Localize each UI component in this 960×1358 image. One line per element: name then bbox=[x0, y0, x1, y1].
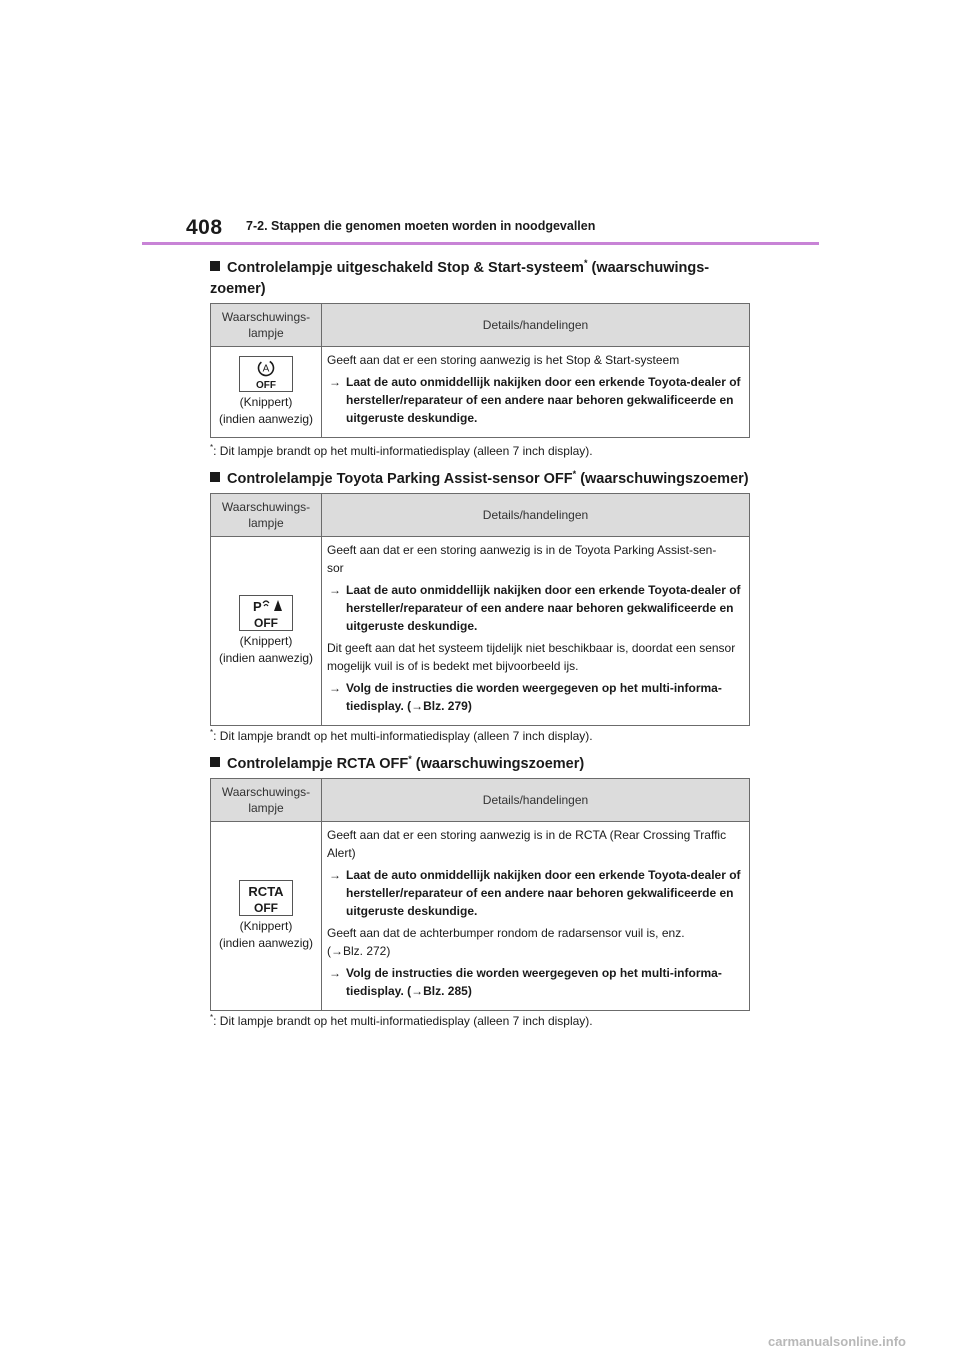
svg-text:A: A bbox=[262, 363, 270, 375]
header-rule bbox=[142, 242, 819, 245]
details-cell: Geeft aan dat er een storing aanwezig is in de Toyota Parking Assist-sen- sor → Laat de auto onmiddellijk nakijken door een erkende Toyota-dealer of hersteller/reparateur of een andere naar behoren gekwalificeerde en uitgeruste deskundige. Dit geeft aan dat het systeem tijdelijk niet beschikbaar is, doordat een sensor mogelijk vuil is of is bedekt met bijvoorbeeld ijs. → Volg de instructies die worden weergegeven op het multi-informa- tiedisplay. (→Blz. 279) bbox=[322, 537, 750, 726]
section-heading-stop-start: Controlelampje uitgeschakeld Stop & Start-systeem* (waarschuwings- zoemer) bbox=[210, 258, 710, 297]
svg-text:OFF: OFF bbox=[256, 380, 276, 391]
column-header-lamp: Waarschuwings- lampje bbox=[211, 494, 322, 537]
column-header-details: Details/handelingen bbox=[322, 494, 750, 537]
parking-assist-off-icon bbox=[239, 595, 293, 631]
action-item: → Volg de instructies die worden weergegeven op het multi-informa- tiedisplay. (→Blz. 279) bbox=[329, 681, 722, 713]
lamp-cell: P OFF (Knippert) (indien aanwezig) bbox=[211, 537, 322, 726]
warning-table-stop-start bbox=[210, 303, 750, 438]
svg-text:OFF: OFF bbox=[254, 901, 278, 915]
arrow-right-icon: → bbox=[329, 375, 341, 389]
svg-text:P: P bbox=[253, 599, 262, 614]
action-item: → Volg de instructies die worden weergegeven op het multi-informa- tiedisplay. (→Blz. 285) bbox=[329, 966, 722, 998]
lamp-cell: RCTA OFF (Knippert) (indien aanwezig) bbox=[211, 822, 322, 1011]
svg-text:RCTA: RCTA bbox=[248, 884, 284, 899]
section-heading-rcta: Controlelampje RCTA OFF* (waarschuwingszoemer) bbox=[210, 749, 750, 775]
warning-table-rcta bbox=[210, 778, 750, 1011]
column-header-details: Details/handelingen bbox=[322, 304, 750, 347]
footnote: *: Dit lampje brandt op het multi-informatiedisplay (alleen 7 inch display). bbox=[210, 1013, 593, 1028]
arrow-right-icon: → bbox=[329, 868, 341, 882]
details-cell: Geeft aan dat er een storing aanwezig is in de RCTA (Rear Crossing Traffic Alert) → Laat de auto onmiddellijk nakijken door een erkende Toyota-dealer of hersteller/reparateur of een andere naar behoren gekwalificeerde en uitgeruste deskundige. Geeft aan dat de achterbumper rondom de radarsensor vuil is, enz. (→Blz. 272) → Volg de instructies die worden weergegeven op het multi-informa- tiedisplay. (→Blz. 285) bbox=[322, 822, 750, 1011]
stop-start-off-icon bbox=[239, 356, 293, 392]
warning-table-parking-assist bbox=[210, 493, 750, 726]
page-number: 408 bbox=[186, 216, 223, 239]
section-heading-parking-assist: Controlelampje Toyota Parking Assist-sensor OFF* (waarschuwingszoemer) bbox=[210, 464, 750, 490]
arrow-right-icon: → bbox=[329, 681, 341, 695]
details-cell: Geeft aan dat er een storing aanwezig is het Stop & Start-systeem → Laat de auto onmiddellijk nakijken door een erkende Toyota-dealer of hersteller/reparateur of een andere naar behoren gekwalificeerde en uitgeruste deskundige. bbox=[322, 347, 750, 438]
footnote: *: Dit lampje brandt op het multi-informatiedisplay (alleen 7 inch display). bbox=[210, 728, 593, 743]
footnote: *: Dit lampje brandt op het multi-informatiedisplay (alleen 7 inch display). bbox=[210, 443, 593, 458]
square-bullet-icon bbox=[210, 757, 220, 767]
square-bullet-icon bbox=[210, 472, 220, 482]
arrow-right-icon: → bbox=[329, 583, 341, 597]
rcta-off-icon bbox=[239, 880, 293, 916]
column-header-lamp: Waarschuwings- lampje bbox=[211, 304, 322, 347]
action-item: → Laat de auto onmiddellijk nakijken door een erkende Toyota-dealer of hersteller/reparateur of een andere naar behoren gekwalificeerde en uitgeruste deskundige. bbox=[329, 583, 741, 633]
column-header-lamp: Waarschuwings- lampje bbox=[211, 779, 322, 822]
chapter-title: 7-2. Stappen die genomen moeten worden in noodgevallen bbox=[246, 219, 596, 233]
column-header-details: Details/handelingen bbox=[322, 779, 750, 822]
svg-text:OFF: OFF bbox=[254, 616, 278, 630]
watermark: carmanualsonline.info bbox=[768, 1334, 906, 1349]
arrow-right-icon: → bbox=[329, 966, 341, 980]
action-item: → Laat de auto onmiddellijk nakijken door een erkende Toyota-dealer of hersteller/reparateur of een andere naar behoren gekwalificeerde en uitgeruste deskundige. bbox=[329, 375, 741, 425]
square-bullet-icon bbox=[210, 261, 220, 271]
action-item: → Laat de auto onmiddellijk nakijken door een erkende Toyota-dealer of hersteller/reparateur of een andere naar behoren gekwalificeerde en uitgeruste deskundige. bbox=[329, 868, 741, 918]
lamp-cell: A OFF (Knippert) (indien aanwezig) bbox=[211, 347, 322, 438]
